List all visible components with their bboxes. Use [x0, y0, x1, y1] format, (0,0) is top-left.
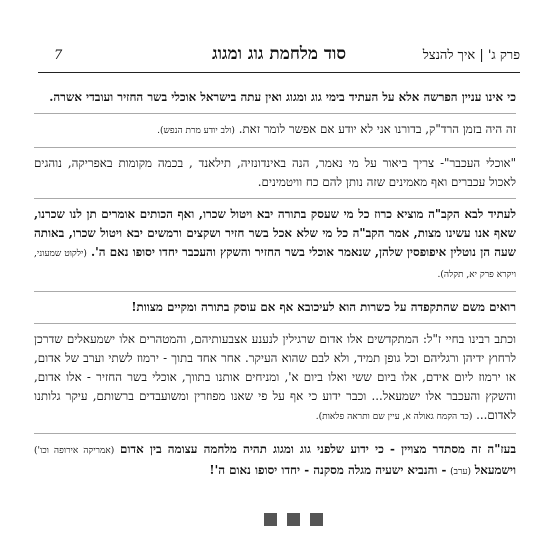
page-content: [34, 88, 516, 488]
paragraph-6: וכתב רבינו בחיי ז"ל: המתקדשים אלו אדום שרגילין לנענע אצבעותיהם, והמטהרים אלו ישמעאלים שדרכן לרחוץ ידיהן ורגליהם וכל גופן תמיד, ולא לבם שהוא העיקר. אחר אחד בתוך - ירמוז לשתי וערב של אדום, או ירמוז ליום אידם, אלו ביום ששי ואלו ביום א', ומניחים אותנו בתווך, אוכלי בשר החזיר - אלו אדום, והשקץ והעכבר אלו ישמעאל... וכבר ידוע כי אף על פי שאנו מפוזרין ומשועבדים ברשותם, עיקר גלותנו לאדום... (כד הקמח גאולה א, עיין שם ותראה פלאות).: [34, 332, 516, 422]
paragraph-1: כי אינו עניין הפרשה אלא על העתיד בימי גוג ומגוג ואין עתה בישראל אוכלי בשר החזיר ועובדי אשרה.: [49, 90, 516, 104]
divider: [34, 113, 516, 114]
divider: [34, 433, 516, 434]
divider: [34, 323, 516, 324]
next-page-button[interactable]: [310, 513, 323, 526]
divider: [34, 198, 516, 199]
page-number: 7: [54, 48, 63, 63]
paragraph-4: לעתיד לבא הקב"ה מוציא כרוז כל מי שעסק בתורה יבא ויטול שכרו, ואף הכותים אומרים תן לנו שכרנו, שאף אנו עשינו מצות, אמר הקב"ה כל מי שלא אכל בשר חזיר ושקצים ורמשים יבא ויטול שכרו, באותה שעה הן נוטלין איפופסין שלהן, שנאמר אוכלי בשר החזיר והשקץ והעכבר יחדו יסופו נאם ה'. (ילקוט שמעוני, ויקרא פרק יא, תקלה).: [34, 207, 517, 280]
page-navigation: [264, 513, 323, 526]
pages-button[interactable]: [287, 513, 300, 526]
book-title: סוד מלחמת גוג ומגוג: [211, 44, 347, 64]
chapter-title: פרק ג' | איך להנצל: [422, 48, 520, 63]
paragraph-2: זה היה בזמן הרד"ק, בדורנו אני לא יודע אם אפשר לומר זאת. (ולב יודע מרת הנפש).: [157, 122, 516, 136]
paragraph-5: רואים משם שהתקפדה על כשרות הוא לעיכובא אף אם עוסק בתורה ומקיים מצוות!: [131, 300, 516, 314]
paragraph-7: בעז"ה זה מסתדר מצויין - כי ידוע שלפני גוג ומגוג תהיה מלחמה עצומה בין אדום (אמריקה אירופה וכו') וישמעאל (ערב) - והנביא ישעיה מגלה מסקנה - יחדו יסופו נאום ה'!: [34, 442, 517, 477]
page-header: [38, 44, 520, 73]
divider: [34, 147, 516, 148]
paragraph-3: "אוכלי העכבר"- צריך ביאור על מי נאמר, הנה באינדונזיה, תילאנד , בכמה מקומות באפריקה, נוהגים לאכול עכברים ואף מאמינים שזה נותן להם כח וויטמינים.: [34, 156, 516, 189]
divider: [34, 291, 516, 292]
prev-page-button[interactable]: [264, 513, 277, 526]
